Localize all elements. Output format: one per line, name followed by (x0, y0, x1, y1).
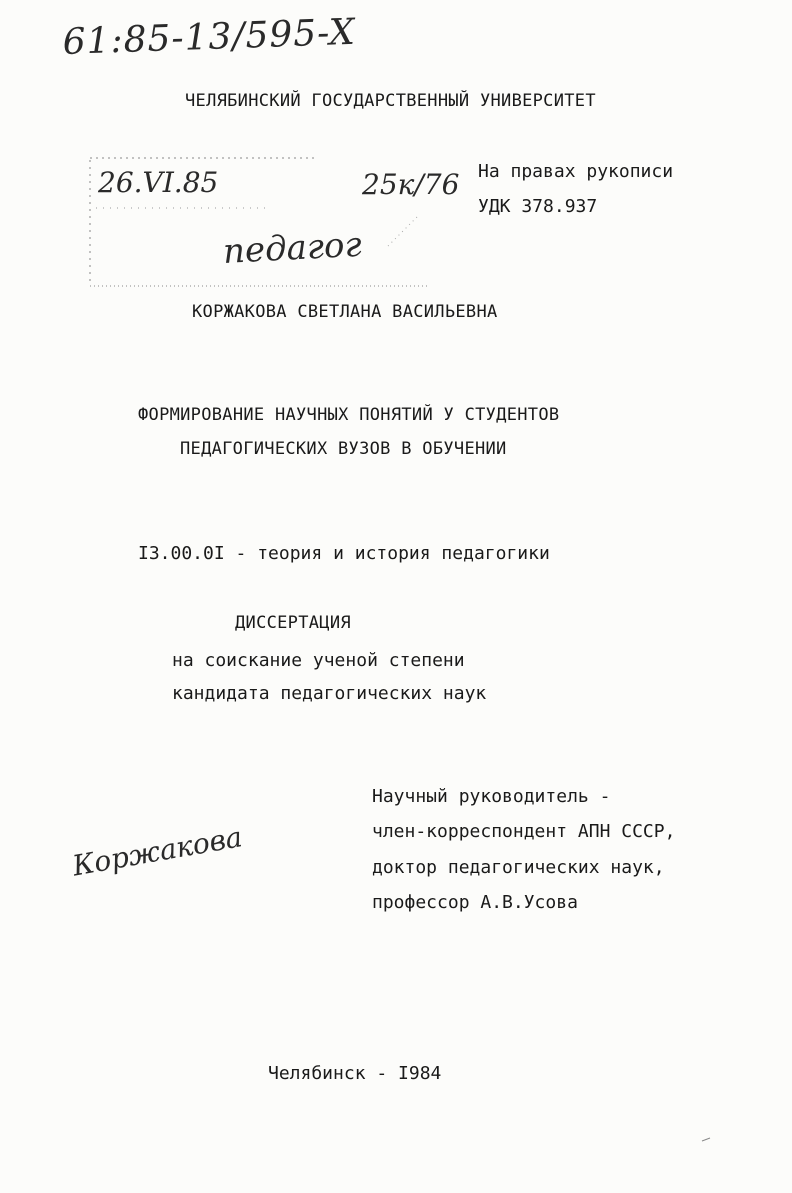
dissertation-degree-line-1: на соискание ученой степени (172, 650, 465, 671)
supervisor-line-1: Научный руководитель - (372, 786, 611, 807)
handwritten-registration-number: 61:85-13/595-X (62, 11, 357, 63)
city-year: Челябинск - I984 (268, 1063, 442, 1084)
corner-mark (700, 1134, 714, 1144)
dissertation-title-line-2: ПЕДАГОГИЧЕСКИХ ВУЗОВ В ОБУЧЕНИИ (180, 439, 507, 459)
university-name: ЧЕЛЯБИНСКИЙ ГОСУДАРСТВЕННЫЙ УНИВЕРСИТЕТ (185, 91, 596, 111)
handwritten-department: педагог (222, 224, 363, 272)
specialty-code: I3.00.0I - теория и история педагогики (138, 543, 550, 564)
dissertation-heading: ДИССЕРТАЦИЯ (235, 613, 351, 633)
handwritten-signature: Коржакова (70, 820, 245, 883)
supervisor-line-4: профессор А.В.Усова (372, 892, 578, 913)
handwritten-protocol: 25к/76 (362, 168, 460, 201)
supervisor-line-2: член-корреспондент АПН СССР, (372, 821, 676, 842)
handwritten-date: 26.VI.85 (98, 166, 219, 199)
author-name: КОРЖАКОВА СВЕТЛАНА ВАСИЛЬЕВНА (192, 302, 498, 322)
supervisor-line-3: доктор педагогических наук, (372, 857, 665, 878)
dissertation-degree-line-2: кандидата педагогических наук (172, 683, 487, 704)
udc-code: УДК 378.937 (478, 196, 598, 217)
dissertation-title-line-1: ФОРМИРОВАНИЕ НАУЧНЫХ ПОНЯТИЙ У СТУДЕНТОВ (138, 405, 560, 425)
manuscript-rights-note: На правах рукописи (478, 161, 674, 182)
